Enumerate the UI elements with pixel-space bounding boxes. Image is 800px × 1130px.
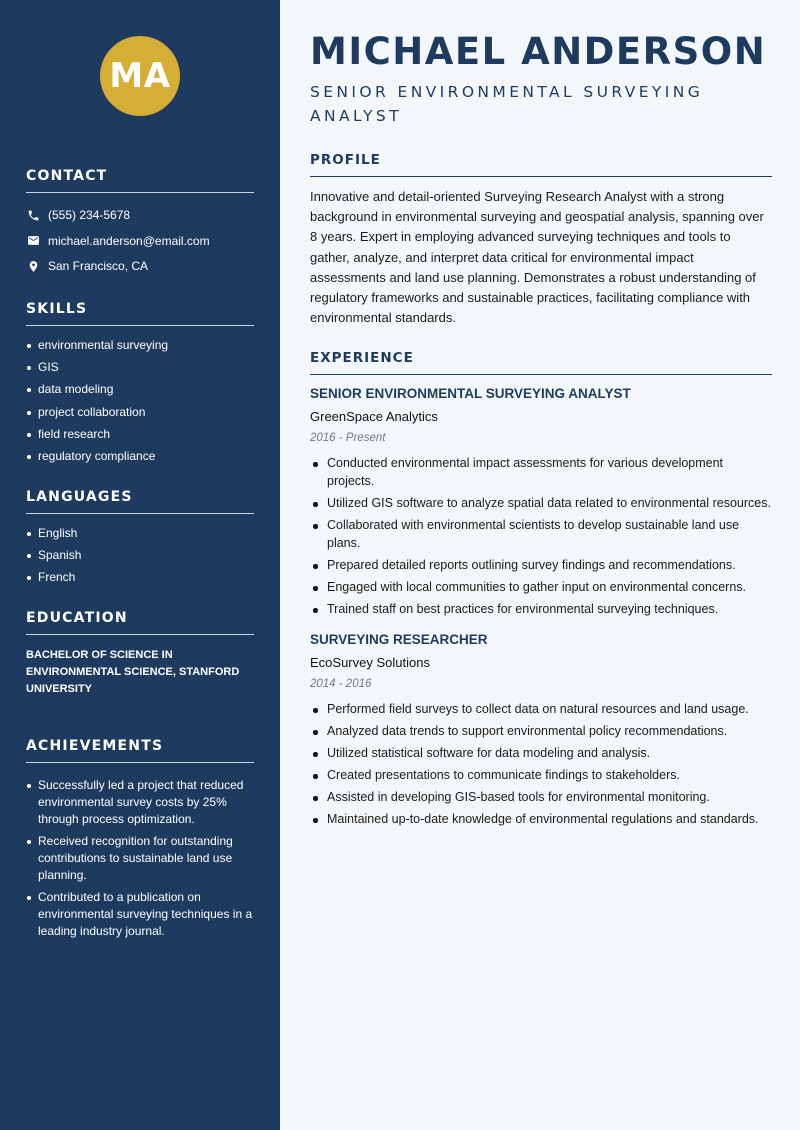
achievements-heading: ACHIEVEMENTS [26,738,254,763]
candidate-name: MICHAEL ANDERSON [310,30,767,73]
job-dates: 2016 - Present [310,432,386,445]
list-item: Performed field surveys to collect data on natural resources and land usage. [310,701,772,719]
experience-heading: EXPERIENCE [310,350,772,375]
list-item: environmental surveying [26,338,254,353]
contact-location [26,256,254,276]
list-item: Received recognition for outstanding contributions to sustainable land use planning. [26,833,254,884]
avatar: MA [100,36,180,116]
list-item: Collaborated with environmental scientists to develop sustainable land use plans. [310,517,772,552]
languages-section [26,489,254,585]
list-item: Analyzed data trends to support environmental policy recommendations. [310,723,772,741]
phone-icon [26,208,40,222]
education-degree: BACHELOR OF SCIENCE IN ENVIRONMENTAL SCIENCE, STANFORD UNIVERSITY [26,649,240,696]
profile-heading: PROFILE [310,152,772,177]
job-entry [310,385,772,619]
education-heading: EDUCATION [26,610,254,635]
list-item: Prepared detailed reports outlining survey findings and recommendations. [310,557,772,575]
job-dates: 2014 - 2016 [310,678,372,690]
list-item: Trained staff on best practices for environmental surveying techniques. [310,601,772,619]
contact-section [26,168,254,276]
profile-text: Innovative and detail-oriented Surveying Research Analyst with a strong background in environmental surveying and geospatial analysis, spanning over 8 years. Expert in employing advanced surveying techniques and tools to gather, analyze, and interpret data critical for environmental impact assessments and land use planning. Demonstrates a robust understanding of regulatory frameworks and sustainable practices, facilitating compliance with environmental standards. [310,189,764,326]
company-name: EcoSurvey Solutions [310,655,430,670]
list-item: Maintained up-to-date knowledge of environmental regulations and standards. [310,811,772,829]
list-item: project collaboration [26,405,254,420]
achievements-section [26,738,254,940]
list-item: GIS [26,360,254,375]
skills-heading: SKILLS [26,301,254,326]
company-name: GreenSpace Analytics [310,409,438,425]
phone-text: (555) 234-5678 [48,208,131,222]
contact-email [26,231,254,251]
email-text: michael.anderson@email.com [48,233,210,248]
list-item: field research [26,427,254,442]
mail-icon [26,234,40,248]
list-item: French [26,570,254,585]
skills-list [26,338,254,464]
list-item: Utilized statistical software for data modeling and analysis. [310,745,772,763]
location-text: San Francisco, CA [48,259,149,273]
job-bullets [310,455,772,619]
profile-section [310,152,772,328]
list-item: Contributed to a publication on environmental surveying techniques in a leading industry journal. [26,889,254,940]
list-item: Assisted in developing GIS-based tools for environmental monitoring. [310,789,772,807]
list-item: data modeling [26,382,254,397]
list-item: Engaged with local communities to gather input on environmental concerns. [310,579,772,597]
list-item: Utilized GIS software to analyze spatial data related to environmental resources. [310,495,772,513]
job-title: SURVEYING RESEARCHER [310,632,488,647]
sidebar [0,0,280,1130]
list-item: Spanish [26,548,254,563]
job-bullets [310,701,772,829]
list-item: Created presentations to communicate findings to stakeholders. [310,767,772,785]
contact-phone [26,205,254,225]
list-item: regulatory compliance [26,449,254,464]
job-entry [310,631,772,829]
main-content [280,0,800,1130]
job-title: SENIOR ENVIRONMENTAL SURVEYING ANALYST [310,386,631,402]
languages-list [26,526,254,585]
skills-section [26,301,254,464]
candidate-title: SENIOR ENVIRONMENTAL SURVEYING ANALYST [310,83,704,125]
experience-section [310,350,772,829]
education-section [26,610,254,698]
list-item: Successfully led a project that reduced environmental survey costs by 25% through process optimization. [26,777,254,828]
contact-heading: CONTACT [26,168,254,193]
list-item: English [26,526,254,541]
languages-heading: LANGUAGES [26,489,254,514]
location-pin-icon [26,259,40,273]
list-item: Conducted environmental impact assessments for various development projects. [310,455,772,490]
achievements-list [26,777,254,940]
